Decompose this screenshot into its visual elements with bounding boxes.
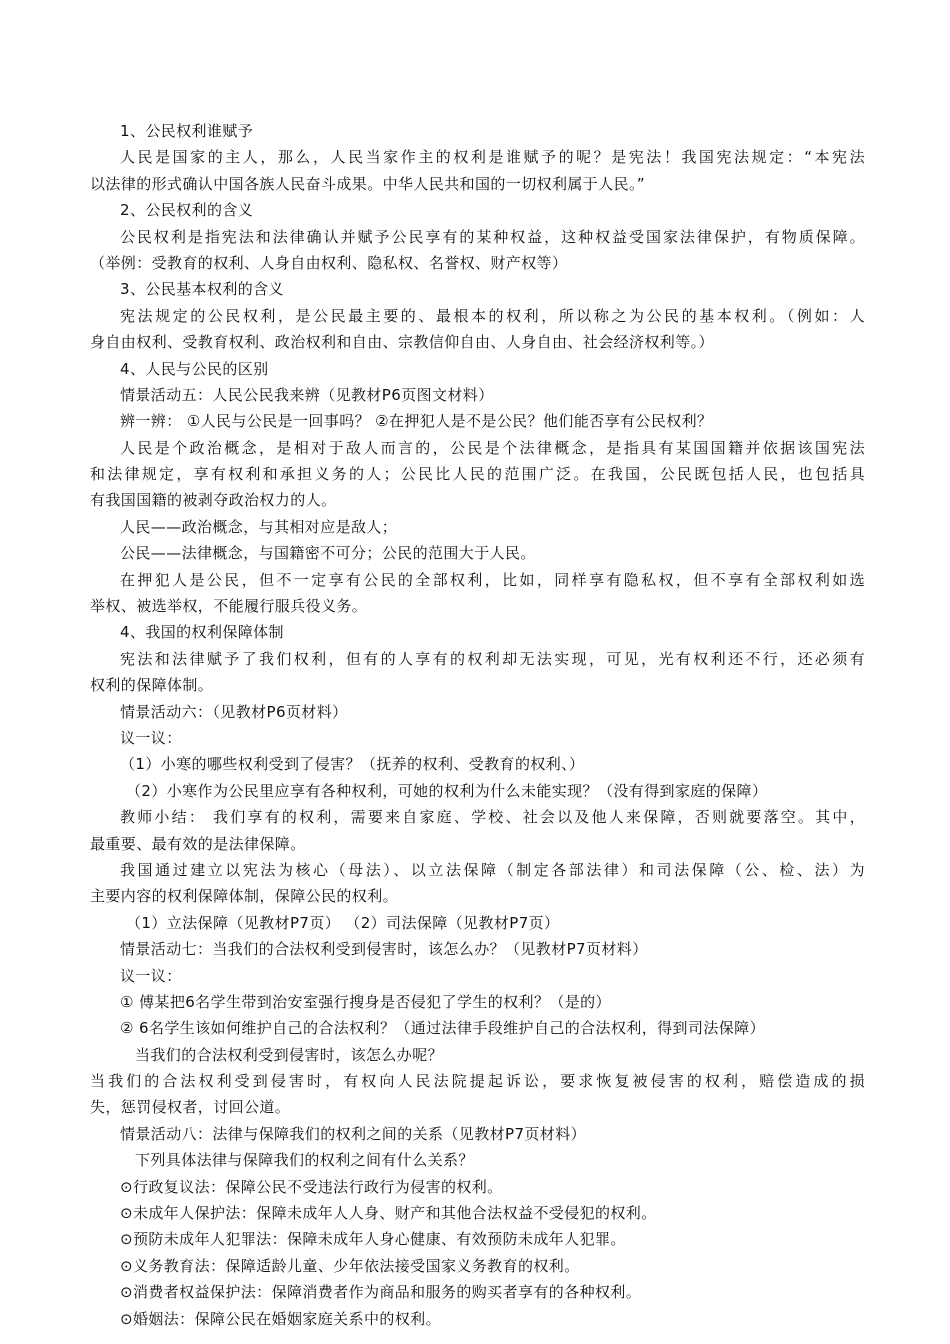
section-heading: 1、公民权利谁赋予 xyxy=(120,122,254,140)
discussion-label: 议一议： xyxy=(120,966,182,985)
law-item: ⊙消费者权益保护法：保障消费者作为商品和服务的购买者享有的各种权利。 xyxy=(120,1283,642,1302)
question-line: ① 傅某把6名学生带到治安室强行搜身是否侵犯了学生的权利？（是的） xyxy=(120,992,611,1011)
paragraph-line: 下列具体法律与保障我们的权利之间有什么关系？ xyxy=(135,1151,474,1170)
paragraph-line: （举例：受教育的权利、人身自由权利、隐私权、名誉权、财产权等） xyxy=(90,253,568,272)
question-line: （1）小寒的哪些权利受到了侵害？（抚养的权利、受教育的权利、） xyxy=(120,755,585,774)
paragraph-line: 主要内容的权利保障体制，保障公民的权利。 xyxy=(90,887,399,906)
document-body xyxy=(90,118,865,1332)
section-heading: 4、我国的权利保障体制 xyxy=(120,623,284,642)
paragraph-line: 教师小结： 我们享有的权利，需要来自家庭、学校、社会以及他人来保障，否则就要落空。其中， xyxy=(120,808,865,827)
paragraph-line: 公民——法律概念，与国籍密不可分；公民的范围大于人民。 xyxy=(120,544,536,563)
law-item: ⊙义务教育法：保障适龄儿童、少年依法接受国家义务教育的权利。 xyxy=(120,1256,580,1275)
paragraph-line: 举权、被选举权，不能履行服兵役义务。 xyxy=(90,597,368,616)
section-heading: 4、人民与公民的区别 xyxy=(120,359,269,378)
activity-line: 情景活动六：（见教材P6页材料） xyxy=(120,702,348,721)
paragraph-line: 人民——政治概念，与其相对应是敌人； xyxy=(120,517,398,536)
question-line: （2）小寒作为公民里应享有各种权利，可她的权利为什么未能实现？（没有得到家庭的保障） xyxy=(126,781,768,800)
law-item: ⊙婚姻法：保障公民在婚姻家庭关系中的权利。 xyxy=(120,1309,441,1328)
paragraph-line: 在押犯人是公民，但不一定享有公民的全部权利，比如，同样享有隐私权，但不享有全部权利如选 xyxy=(120,570,865,589)
paragraph-line: （1）立法保障（见教材P7页） （2）司法保障（见教材P7页） xyxy=(126,913,560,932)
law-item: ⊙未成年人保护法：保障未成年人人身、财产和其他合法权益不受侵犯的权利。 xyxy=(120,1204,657,1223)
question-line: ② 6名学生该如何维护自己的合法权利？（通过法律手段维护自己的合法权利，得到司法保障） xyxy=(120,1019,765,1038)
section-heading: 3、公民基本权利的含义 xyxy=(120,280,284,299)
law-item: ⊙预防未成年人犯罪法：保障未成年人身心健康、有效预防未成年人犯罪。 xyxy=(120,1230,626,1249)
paragraph-line: 权利的保障体制。 xyxy=(90,676,214,695)
activity-line: 情景活动七：当我们的合法权利受到侵害时，该怎么办？（见教材P7页材料） xyxy=(120,940,648,959)
paragraph-line: 宪法和法律赋予了我们权利，但有的人享有的权利却无法实现，可见，光有权利还不行，还必须有 xyxy=(120,649,865,668)
paragraph-line: 失，惩罚侵权者，讨回公道。 xyxy=(90,1098,291,1117)
paragraph-line: 人民是个政治概念，是相对于敌人而言的，公民是个法律概念，是指具有某国国籍并依据该国宪法 xyxy=(120,438,865,457)
paragraph-line: 以法律的形式确认中国各族人民奋斗成果。中华人民共和国的一切权利属于人民。” xyxy=(90,174,646,193)
activity-line: 情景活动五：人民公民我来辨（见教材P6页图文材料） xyxy=(120,385,494,404)
activity-line: 情景活动八：法律与保障我们的权利之间的关系（见教材P7页材料） xyxy=(120,1124,586,1143)
section-heading: 2、公民权利的含义 xyxy=(120,201,254,220)
paragraph-line: 有我国国籍的被剥夺政治权力的人。 xyxy=(90,491,337,510)
paragraph-line: 人民是国家的主人，那么，人民当家作主的权利是谁赋予的呢？是宪法！我国宪法规定：“本宪法 xyxy=(120,148,865,167)
discussion-label: 议一议： xyxy=(120,728,182,747)
paragraph-line: 最重要、最有效的是法律保障。 xyxy=(90,834,306,853)
paragraph-line: 和法律规定，享有权利和承担义务的人；公民比人民的范围广泛。在我国，公民既包括人民，也包括具 xyxy=(90,465,865,484)
paragraph-line: 宪法规定的公民权利，是公民最主要的、最根本的权利，所以称之为公民的基本权利。（例如：人 xyxy=(120,306,865,325)
paragraph-line: 我国通过建立以宪法为核心（母法）、以立法保障（制定各部法律）和司法保障（公、检、法）为 xyxy=(120,860,865,879)
paragraph-line: 当我们的合法权利受到侵害时，该怎么办呢？ xyxy=(135,1045,444,1064)
paragraph-line: 身自由权利、受教育权利、政治权利和自由、宗教信仰自由、人身自由、社会经济权利等。） xyxy=(90,333,714,352)
paragraph-line: 公民权利是指宪法和法律确认并赋予公民享有的某种权益，这种权益受国家法律保护，有物质保障。 xyxy=(120,227,865,246)
question-line: 辨一辨： ①人民与公民是一回事吗？ ②在押犯人是不是公民？他们能否享有公民权利？ xyxy=(120,412,713,431)
paragraph-line: 当我们的合法权利受到侵害时，有权向人民法院提起诉讼，要求恢复被侵害的权利，赔偿造成的损 xyxy=(90,1072,865,1091)
law-item: ⊙行政复议法：保障公民不受违法行政行为侵害的权利。 xyxy=(120,1177,503,1196)
